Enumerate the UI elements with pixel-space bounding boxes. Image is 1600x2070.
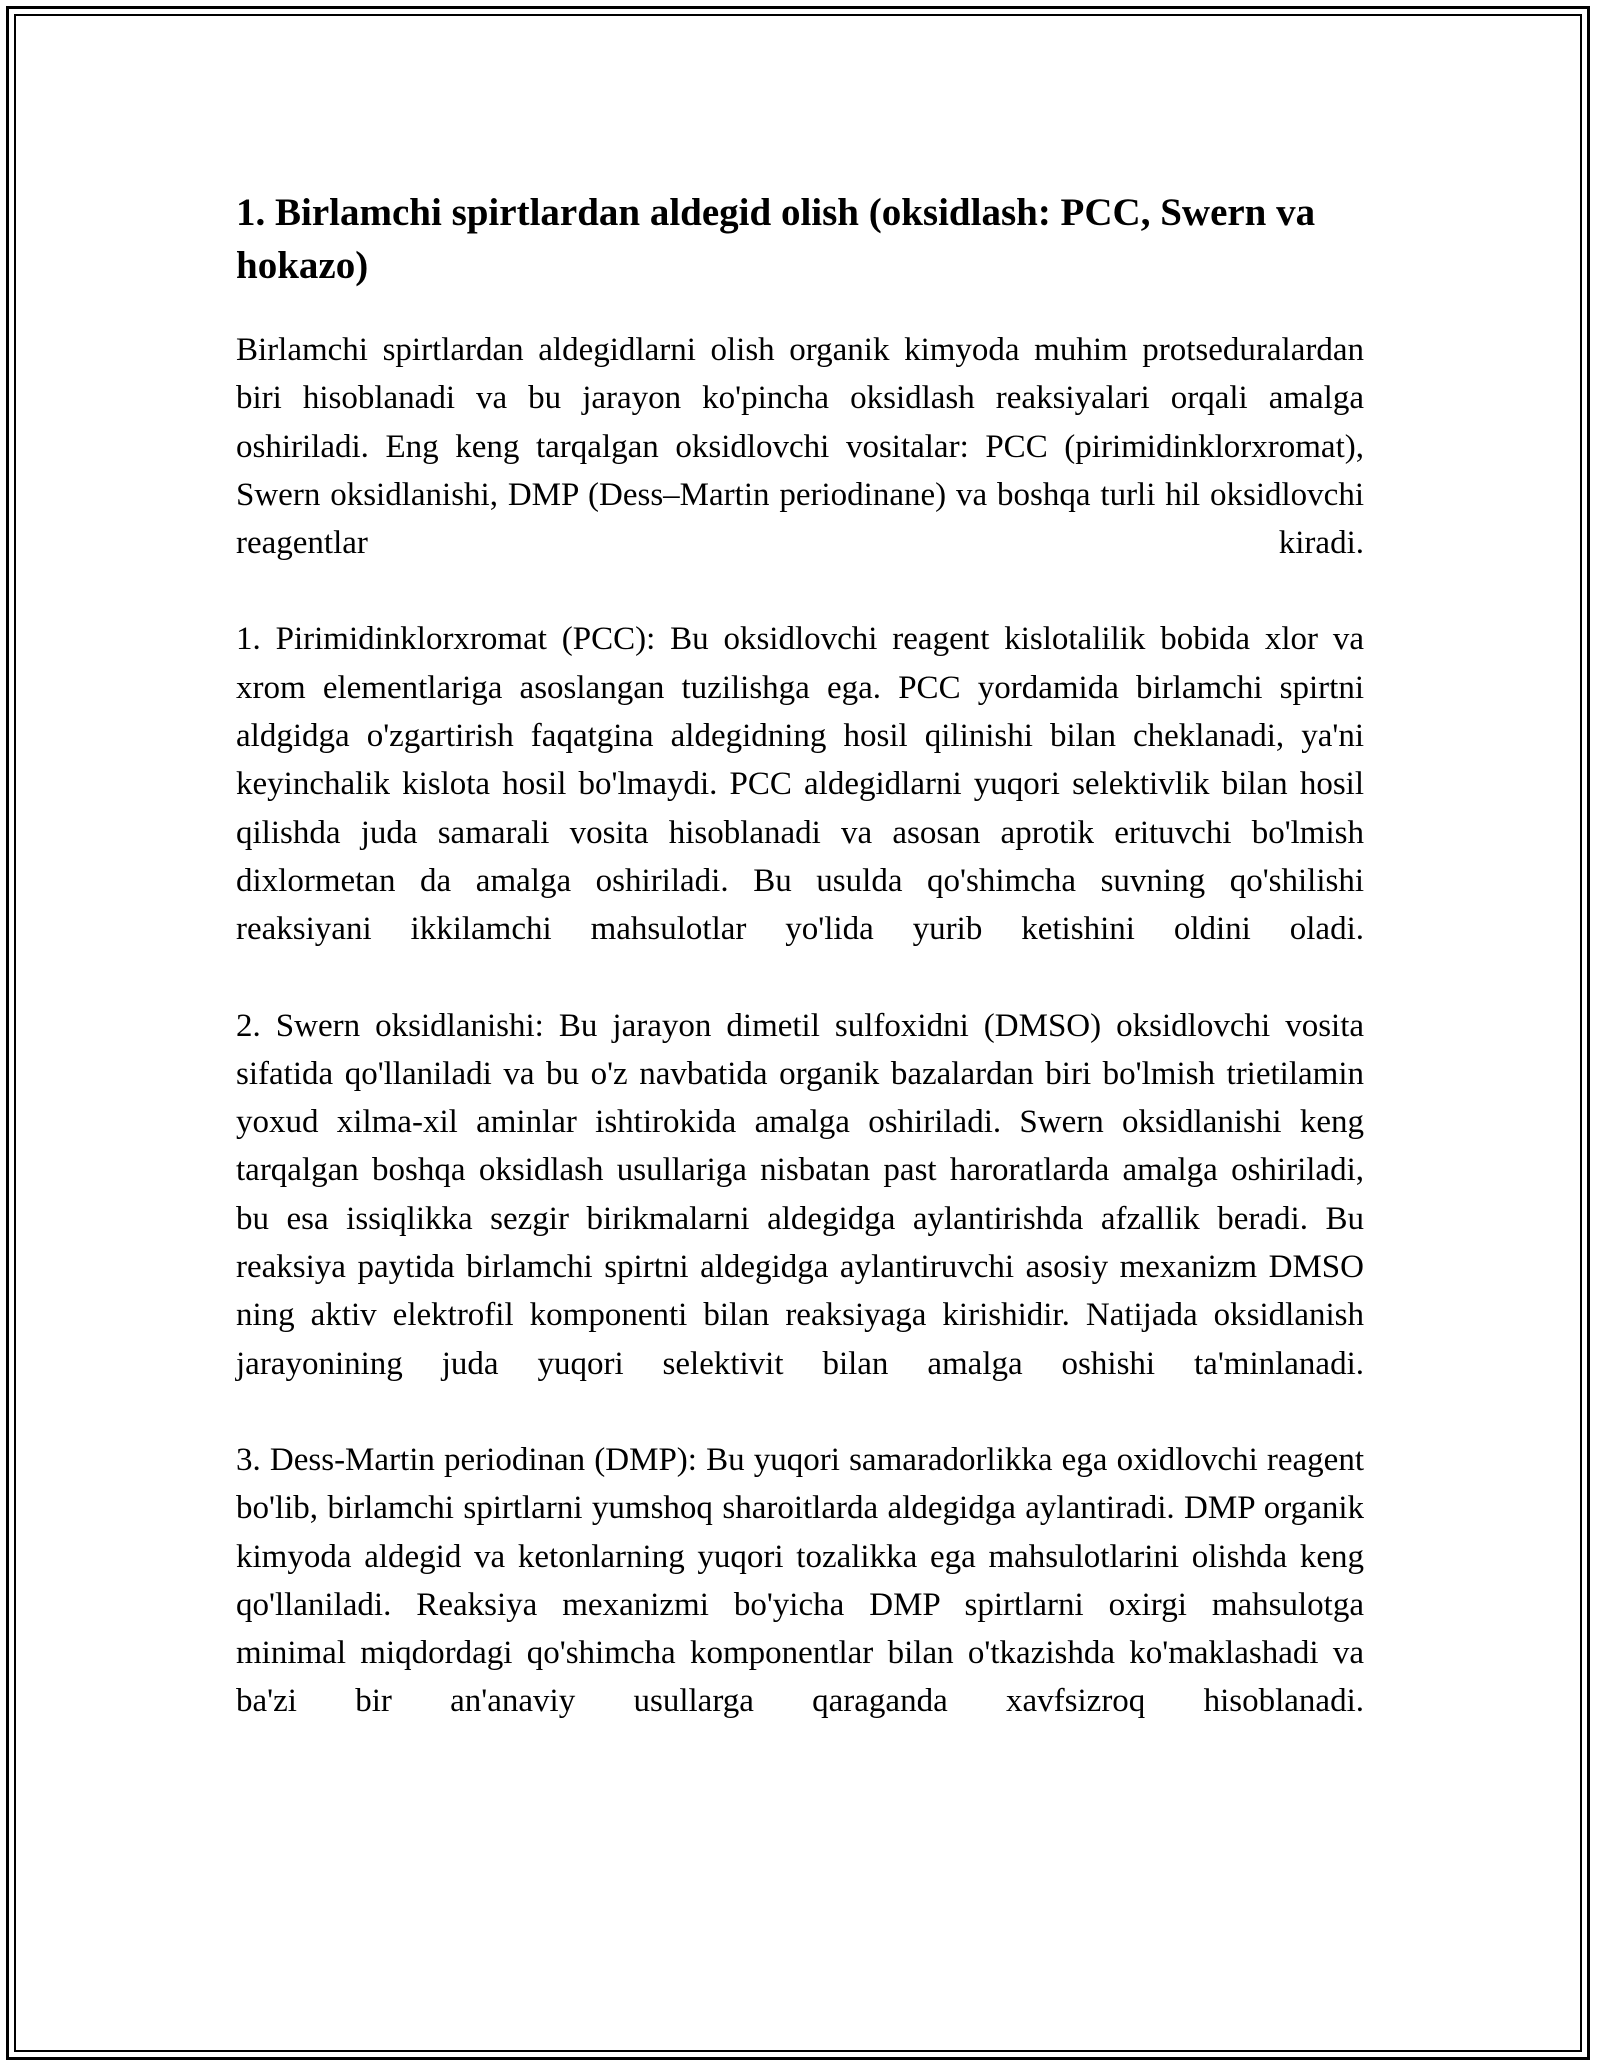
list-item-title: Pirimidinklorxromat (PCC): — [275, 621, 656, 658]
list-item-pcc — [236, 615, 1364, 953]
list-item-text: Bu yuqori samaradorlikka ega oxidlovchi reagent bo'lib, birlamchi spirtlarni yumshoq sharoitlarda aldegidga aylantiradi. DMP organik kimyoda aldegid va ketonlarning yuqori tozalikka ega mahsulotlarini olishda keng qo'llaniladi. Reaksiya mexanizmi bo'yicha DMP spirtlarni oxirgi mahsulotga minimal miqdordagi qo'shimcha komponentlar bilan o'tkazishda ko'maklashadi va ba'zi bir an'anaviy usullarga qaraganda xavfsizroq hisoblanadi. — [236, 1441, 1364, 1720]
document-body — [236, 186, 1364, 1726]
list-item-number: 2. — [236, 1007, 261, 1044]
list-item-number: 1. — [236, 621, 261, 658]
list-item-title: Swern oksidlanishi: — [275, 1007, 544, 1044]
list-item-number: 3. — [236, 1441, 261, 1478]
list-item-dmp — [236, 1436, 1364, 1726]
intro-paragraph: Birlamchi spirtlardan aldegidlarni olish organik kimyoda muhim protseduralardan biri hisoblanadi va bu jarayon ko'pincha oksidlash reaksiyalari orqali amalga oshiriladi. Eng keng tarqalgan oksidlovchi vositalar: PCC (pirimidinklorxromat), Swern oksidlanishi, DMP (Dess–Martin periodinane) va boshqa turli hil oksidlovchi reagentlar kiradi. — [236, 332, 1364, 562]
list-item-title: Dess-Martin periodinan (DMP): — [269, 1441, 697, 1478]
list-item-text: Bu jarayon dimetil sulfoxidni (DMSO) oksidlovchi vosita sifatida qo'llaniladi va bu o'z navbatida organik bazalardan biri bo'lmish trietilamin yoxud xilma-xil aminlar ishtirokida amalga oshiriladi. Swern oksidlanishi keng tarqalgan boshqa oksidlash usullariga nisbatan past haroratlarda amalga oshiriladi, bu esa issiqlikka sezgir birikmalarni aldegidga aylantirishda afzallik beradi. Bu reaksiya paytida birlamchi spirtni aldegidga aylantiruvchi asosiy mexanizm DMSO ning aktiv elektrofil komponenti bilan reaksiyaga kirishidir. Natijada oksidlanish jarayonining juda yuqori selektivit bilan amalga oshishi ta'minlanadi. — [236, 1007, 1365, 1382]
list-item-text: Bu oksidlovchi reagent kislotalilik bobida xlor va xrom elementlariga asoslangan tuzilishga ega. PCC yordamida birlamchi spirtni aldgidga o'zgartirish faqatgina aldegidning hosil qilinishi bilan cheklanadi, ya'ni keyinchalik kislota hosil bo'lmaydi. PCC aldegidlarni yuqori selektivlik bilan hosil qilishda juda samarali vosita hisoblanadi va asosan aprotik erituvchi bo'lmish dixlormetan da amalga oshiriladi. Bu usulda qo'shimcha suvning qo'shilishi reaksiyani ikkilamchi mahsulotlar yo'lida yurib ketishini oldini oladi. — [236, 621, 1365, 948]
list-item-swern — [236, 1002, 1364, 1388]
section-heading: 1. Birlamchi spirtlardan aldegid olish (oksidlash: PCC, Swern va hokazo) — [236, 191, 1316, 287]
